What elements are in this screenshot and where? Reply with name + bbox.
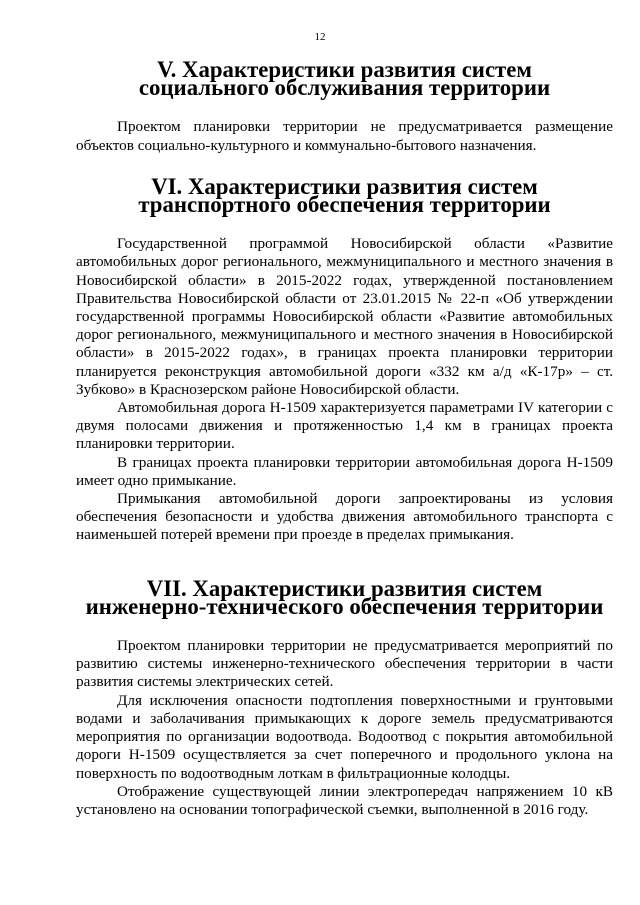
section-title-line: V. Характеристики развития систем xyxy=(157,57,532,82)
paragraph: Проектом планировки территории не предусматривается размещение объектов социально-культурного и коммунально-бытового назначения. xyxy=(76,118,613,154)
paragraph: Автомобильная дорога Н-1509 характеризуется параметрами IV категории с двумя полосами движения и протяженностью 1,4 км в границах проекта планировки территории. xyxy=(76,399,613,453)
page-number: 12 xyxy=(314,31,326,43)
paragraph: Государственной программой Новосибирской области «Развитие автомобильных дорог регионального, межмуниципального и местного значения в Новосибирской области» в 2015-2022 годах, утвержденной постановлением Правительства Новосибирской области от 23.01.2015 № 22-п «Об утверждении государственной программы Новосибирской области «Развитие автомобильных дорог регионального, межмуниципального и местного значения в Новосибирской области» в 2015-2022 годах», в границах проекта планировки территории планируется реконструкция автомобильной дороги «332 км а/д «К-17р» – ст. Зубково» в Краснозерском районе Новосибирской области. xyxy=(76,235,613,398)
section-title xyxy=(76,173,613,218)
section-title-line: инженерно-технического обеспечения территории xyxy=(85,593,604,619)
paragraph: Отображение существующей линии электропередач напряжением 10 кВ установлено на основании топографической съемки, выполненной в 2016 году. xyxy=(76,782,613,818)
section-title-line: социального обслуживания территории xyxy=(138,75,551,101)
section-social xyxy=(76,57,613,155)
section-engineering xyxy=(76,575,613,819)
paragraph: Проектом планировки территории не предусматривается мероприятий по развитию системы инженерно-технического обеспечения территории в части развития системы электрических сетей. xyxy=(76,637,613,691)
section-title-line: VII. Характеристики развития систем xyxy=(146,575,543,601)
section-title-line: VI. Характеристики развития систем xyxy=(151,173,538,199)
paragraph: Для исключения опасности подтопления поверхностными и грунтовыми водами и заболачивания примыкающих к дороге земель предусматриваются мероприятия по организации водоотвода. Водоотвод с покрытия автомобильной дороги Н-1509 осуществляется за счет поперечного и продольного уклона на поверхность по водоотводным лоткам в фильтрационные колодцы. xyxy=(76,691,613,782)
section-title xyxy=(76,57,613,101)
paragraph: В границах проекта планировки территории автомобильная дорога Н-1509 имеет одно примыкание. xyxy=(76,453,613,489)
paragraph: Примыкания автомобильной дороги запроектированы из условия обеспечения безопасности и удобства движения автомобильного транспорта с наименьшей потерей времени при проезде в пределах примыкания. xyxy=(76,490,613,544)
section-title-line: транспортного обеспечения территории xyxy=(138,192,551,218)
section-transport xyxy=(76,173,613,545)
page-content xyxy=(76,57,613,819)
section-title xyxy=(76,575,613,619)
